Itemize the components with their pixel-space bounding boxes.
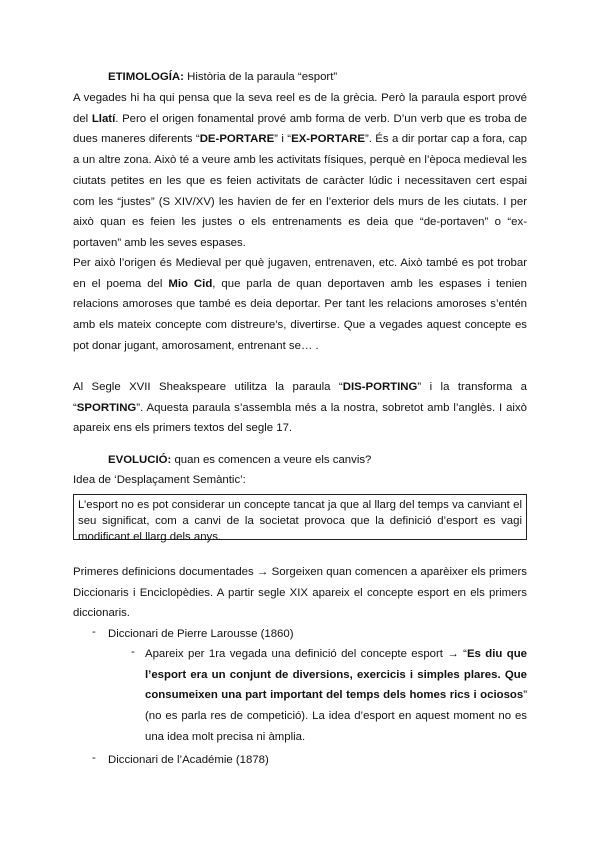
text: A vegades hi ha qui pensa que la seva reel es de la grècia. Però la paraula esport prové del [73,92,527,125]
heading-text: Història de la paraula “esport” [183,71,338,83]
list-item-larousse: Diccionari de Pierre Larousse (1860) [108,628,294,640]
bold-text: Llatí [91,112,116,125]
text: ” (no es parla res de competició). La idea d’esport en aquest moment no es una idea molt precisa ni àmplia. [145,689,527,743]
bullet-dash: - [92,752,96,764]
idea-label: Idea de ‘Desplaçament Semàntic’: [73,474,246,486]
bullet-dash: - [92,626,96,638]
text: Apareix per 1ra vegada una definició del concepte esport → “ [145,648,467,660]
bold-text: DE-PORTARE [199,133,275,146]
definition-box: L’esport no es pot considerar un concepte tancat ja que al llarg del temps va canviant el seu significat, com a canvi de la societat provoca que la definició d’esport es vagi modificant el llarg dels anys. [73,494,527,540]
heading-bold: EVOLUCIÓ: [108,454,172,466]
bullet-dash: - [131,646,135,658]
paragraph-etimologia-3 [73,377,527,439]
sub-item-definicio [145,644,527,748]
heading-evolucio [108,454,371,466]
bold-text: EX-PORTARE [291,133,365,146]
heading-etimologia [108,71,337,83]
paragraph-definicions: Primeres definicions documentades → Sorgeixen quan comencen a aparèixer els primers Diccionaris i Enciclopèdies. A partir segle XIX apareix el concepte esport en els primers diccionaris. [73,566,527,620]
paragraph-etimologia-2 [73,253,527,357]
paragraph-etimologia-1 [73,88,527,254]
heading-text: quan es comencen a veure els canvis? [171,454,372,466]
text: Al Segle XVII Sheakspeare utilitza la paraula “ [73,381,343,393]
text: ” i “ [274,133,292,146]
list-item-academie: Diccionari de l’Académie (1878) [108,754,269,766]
bold-text: Mio Cid [168,277,213,290]
text: ” i la transforma a “ [73,381,528,414]
text: , que parla de quan deportaven amb les espases i tenien relacions amoroses que també es deia deportar. Per tant les relacions amoroses s’entén amb els mateix concepte com distreure’s, divertirse. Que a vegades aquest concepte es pot donar jugant, amorosament, entrenant se… . [73,277,528,352]
bold-text: DIS-PORTING [342,381,418,393]
text: Per això l’origen és Medieval per què jugaven, entrenaven, etc. Això també es pot trobar en el poema del [73,257,527,290]
bold-text: SPORTING [76,401,137,414]
heading-bold: ETIMOLOGÍA: [108,71,184,83]
text: ”. És a dir portar cap a fora, cap a un altre zona. Això té a veure amb les activitats físiques, perquè en l’època medieval les ciutats petites en les que es feien activitats de caràcter lúdic i necessitaven cert espai com les “justes” (S XIV/XV) les havien de fer en l’exterior dels murs de les ciutats. I per això quan es feien les justes o els entrenaments es deia que “de-portaven” o “ex-portaven” amb les seves espases. [73,133,527,249]
bold-quote: Es diu que l’esport era un conjunt de diversions, exercicis i simples plares. Que consumeixen una part important del temps dels homes rics i ociosos [145,648,528,702]
text: ”. Aquesta paraula s’assembla més a la nostra, sobretot amb l’anglès. I això apareix ens els primers textos del segle 17. [73,401,527,435]
text: . Pero el origen fonamental prové amb forma de verb. D’un verb que es troba de dues maneres diferents “ [73,112,527,146]
